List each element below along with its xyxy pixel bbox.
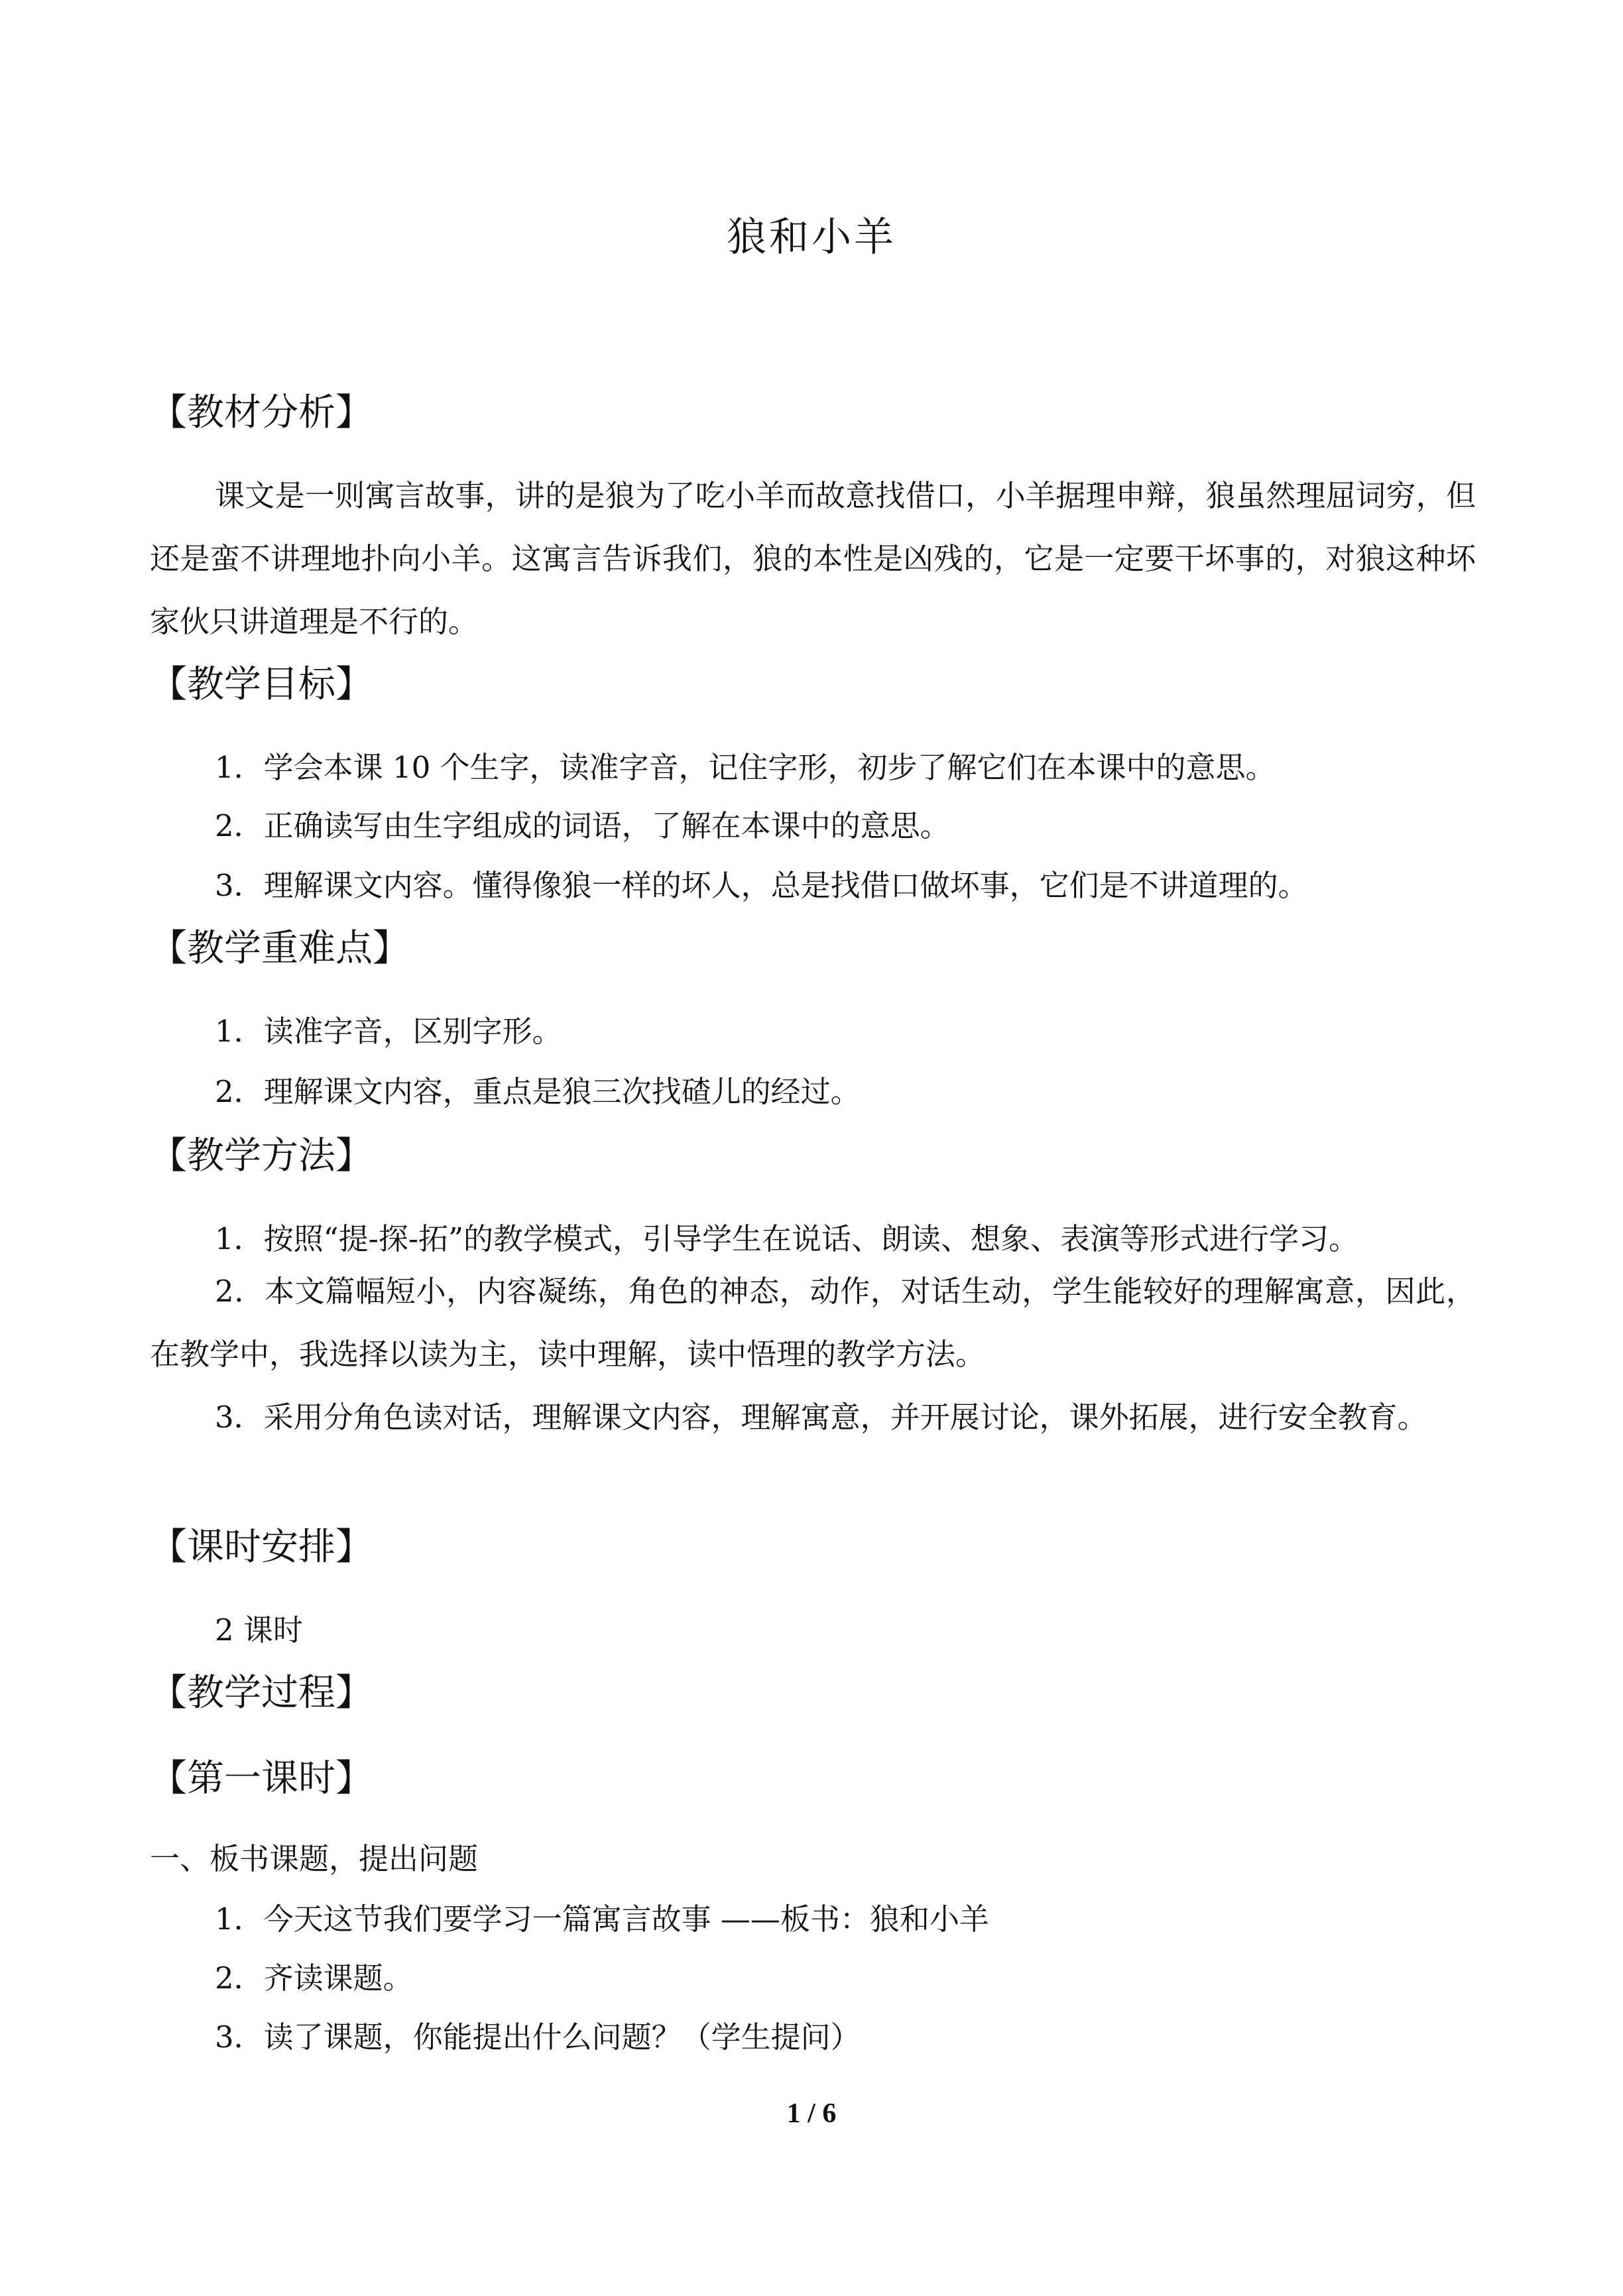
heading-analysis: 【教材分析】 xyxy=(150,391,373,434)
heading-process: 【教学过程】 xyxy=(150,1671,373,1715)
analysis-paragraph: 课文是一则寓言故事，讲的是狼为了吃小羊而故意找借口，小羊据理申辩，狼虽然理屈词穷，但还是蛮不讲理地扑向小羊。这寓言告诉我们，狼的本性是凶残的，它是一定要干坏事的，对狼这种坏家伙只讲道理是不行的。 xyxy=(150,478,1476,639)
heading-goals: 【教学目标】 xyxy=(150,663,373,706)
goal-item: 3．理解课文内容。懂得像狼一样的坏人，总是找借口做坏事，它们是不讲道理的。 xyxy=(215,868,1308,903)
schedule-text: 2 课时 xyxy=(215,1612,303,1648)
method-item: 2．本文篇幅短小，内容凝练，角色的神态，动作，对话生动，学生能较好的理解寓意，因此，在教学中，我选择以读为主，读中理解，读中悟理的教学方法。 xyxy=(150,1274,1476,1372)
step-title: 一、板书课题，提出问题 xyxy=(150,1841,479,1876)
heading-keypoints: 【教学重难点】 xyxy=(150,927,410,970)
heading-methods: 【教学方法】 xyxy=(150,1134,373,1178)
keypoint-item: 2．理解课文内容，重点是狼三次找碴儿的经过。 xyxy=(215,1074,861,1109)
heading-schedule: 【课时安排】 xyxy=(150,1526,373,1569)
page-number: 1 / 6 xyxy=(786,2098,837,2129)
page-title: 狼和小羊 xyxy=(727,214,896,261)
method-item: 1．按照“提-探-拓”的教学模式，引导学生在说话、朗读、想象、表演等形式进行学习。 xyxy=(215,1221,1359,1256)
step-item: 3．读了课题，你能提出什么问题？（学生提问） xyxy=(215,2020,861,2055)
step-item: 2．齐读课题。 xyxy=(215,1961,413,1996)
method-item: 3．采用分角色读对话，理解课文内容，理解寓意，并开展讨论，课外拓展，进行安全教育。 xyxy=(215,1400,1427,1435)
goal-item: 1．学会本课 10 个生字，读准字音，记住字形，初步了解它们在本课中的意思。 xyxy=(215,750,1276,785)
heading-first-lesson: 【第一课时】 xyxy=(150,1757,373,1800)
goal-item: 2．正确读写由生字组成的词语，了解在本课中的意思。 xyxy=(215,808,950,843)
step-item: 1．今天这节我们要学习一篇寓言故事 ——板书：狼和小羊 xyxy=(215,1902,989,1937)
keypoint-item: 1．读准字音，区别字形。 xyxy=(215,1014,562,1049)
